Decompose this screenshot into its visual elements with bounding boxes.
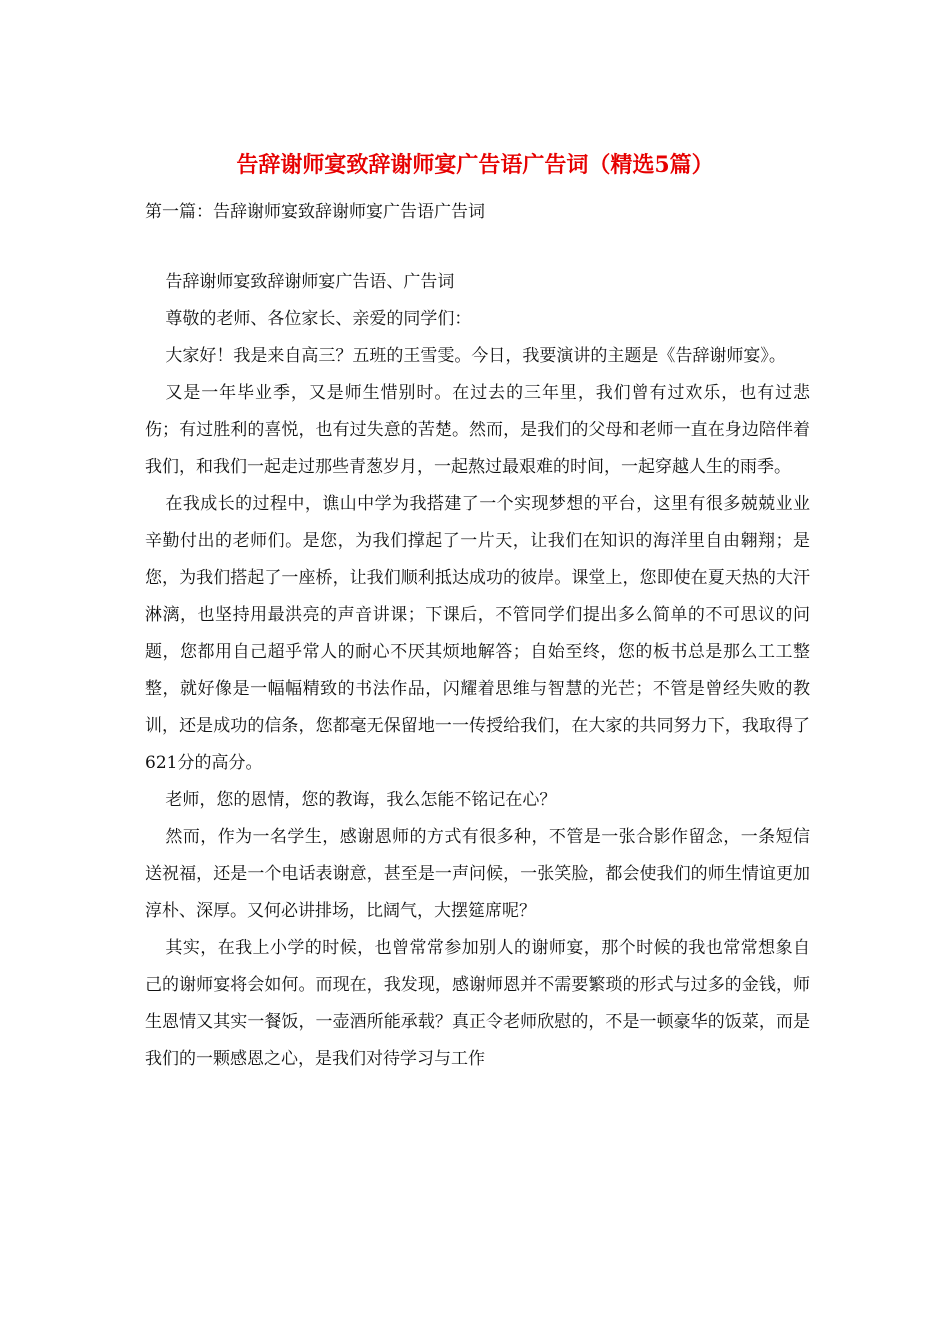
paragraph: 大家好！我是来自高三？五班的王雪雯。今日，我要演讲的主题是《告辞谢师宴》。 — [165, 346, 786, 366]
paragraph: 在我成长的过程中，谯山中学为我搭建了一个实现梦想的平台，这里有很多兢兢业业辛勤付出的老师们。是您，为我们撑起了一片天，让我们在知识的海洋里自由翱翔；是您，为我们搭起了一座桥，让我们顺利抵达成功的彼岸。课堂上，您即使在夏天热的大汗淋漓，也坚持用最洪亮的声音讲课；下课后，不管同学们提出多么简单的不可思议的问题，您都用自己超乎常人的耐心不厌其烦地解答；自始至终，您的板书总是那么工工整整，就好像是一幅幅精致的书法作品，闪耀着思维与智慧的光芒；不管是曾经失败的教训，还是成功的信条，您都毫无保留地一一传授给我们，在大家的共同努力下，我取得了621分的高分。 — [145, 494, 810, 773]
document-title: 告辞谢师宴致辞谢师宴广告语广告词（精选5篇） — [236, 152, 714, 178]
paragraph: 然而，作为一名学生，感谢恩师的方式有很多种，不管是一张合影作留念，一条短信送祝福，还是一个电话表谢意，甚至是一声问候，一张笑脸，都会使我们的师生情谊更加淳朴、深厚。又何必讲排场，比阔气，大摆筵席呢？ — [145, 827, 810, 921]
paragraph: 其实，在我上小学的时候，也曾常常参加别人的谢师宴，那个时候的我也常常想象自己的谢师宴将会如何。而现在，我发现，感谢师恩并不需要繁琐的形式与过多的金钱，师生恩情又其实一餐饭，一壶酒所能承载？真正令老师欣慰的，不是一顿豪华的饭菜，而是我们的一颗感恩之心，是我们对待学习与工作 — [145, 938, 810, 1069]
section-heading: 第一篇：告辞谢师宴致辞谢师宴广告语广告词 — [145, 202, 485, 222]
paragraph: 尊敬的老师、各位家长、亲爱的同学们： — [165, 309, 472, 329]
document-body — [145, 264, 810, 1078]
paragraph: 又是一年毕业季，又是师生惜别时。在过去的三年里，我们曾有过欢乐，也有过悲伤；有过胜利的喜悦，也有过失意的苦楚。然而，是我们的父母和老师一直在身边陪伴着我们，和我们一起走过那些青葱岁月，一起熬过最艰难的时间，一起穿越人生的雨季。 — [145, 383, 810, 477]
paragraph: 告辞谢师宴致辞谢师宴广告语、广告词 — [165, 272, 455, 292]
paragraph: 老师，您的恩情，您的教诲，我么怎能不铭记在心？ — [165, 790, 557, 810]
